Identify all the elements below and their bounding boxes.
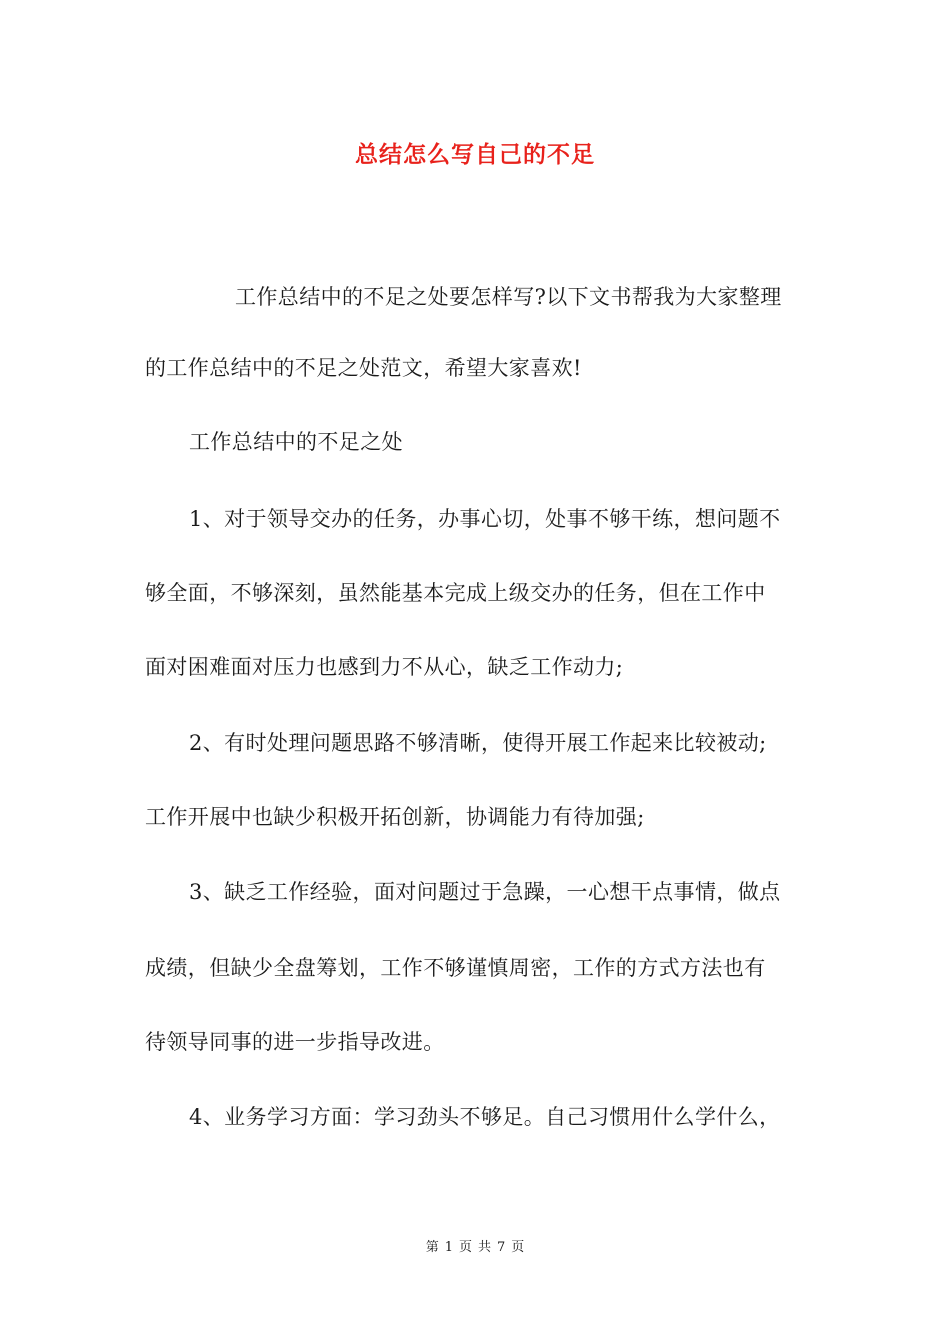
footer-gong: 共 [478, 1240, 492, 1255]
footer-page-number: 1 [444, 1240, 453, 1255]
paragraph-line: 1、对于领导交办的任务，办事心切，处事不够干练，想问题不 [189, 507, 781, 531]
footer-total-pages: 7 [497, 1240, 506, 1255]
paragraph-line: 待领导同事的进一步指导改进。 [145, 1030, 445, 1054]
paragraph-line: 够全面，不够深刻，虽然能基本完成上级交办的任务，但在工作中 [145, 581, 766, 605]
paragraph-line: 面对困难面对压力也感到力不从心，缺乏工作动力; [145, 655, 624, 679]
document-title: 总结怎么写自己的不足 [355, 141, 595, 168]
footer-di: 第 [425, 1240, 439, 1255]
paragraph-line: 3、缺乏工作经验，面对问题过于急躁，一心想干点事情，做点 [189, 880, 781, 904]
paragraph-line: 的工作总结中的不足之处范文，希望大家喜欢! [145, 356, 582, 380]
footer-ye: 页 [458, 1240, 472, 1255]
page-footer [0, 1236, 950, 1255]
paragraph-line: 成绩，但缺少全盘筹划，工作不够谨慎周密，工作的方式方法也有 [145, 956, 766, 980]
paragraph-line: 4、业务学习方面：学习劲头不够足。自己习惯用什么学什么， [189, 1105, 781, 1129]
paragraph-line: 2、有时处理问题思路不够清晰，使得开展工作起来比较被动; [189, 731, 767, 755]
section-heading: 工作总结中的不足之处 [189, 430, 403, 454]
footer-ye-2: 页 [511, 1240, 525, 1255]
paragraph-line: 工作总结中的不足之处要怎样写?以下文书帮我为大家整理 [235, 285, 782, 309]
paragraph-line: 工作开展中也缺少积极开拓创新，协调能力有待加强; [145, 805, 645, 829]
